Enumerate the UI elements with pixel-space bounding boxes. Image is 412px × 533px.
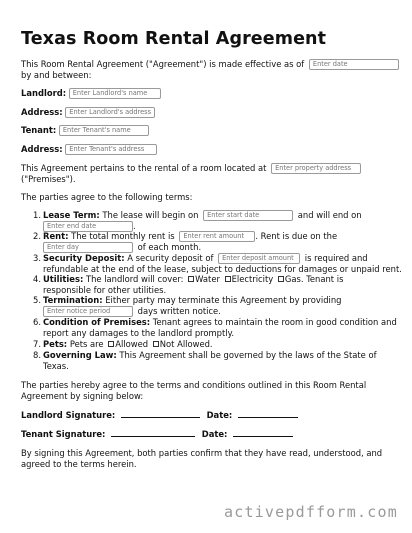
rent-text-2: . Rent is due on the — [255, 231, 338, 241]
tenant-address-field[interactable]: Enter Tenant's address — [65, 144, 157, 155]
term-number: 1. — [33, 210, 41, 220]
rent-item — [43, 231, 337, 242]
landlord-date-label: Date: — [206, 410, 233, 420]
landlord-address-label: Address: — [21, 107, 63, 117]
water-checkbox[interactable] — [188, 276, 194, 282]
condition-text: Tenant agrees to maintain the room in good condition and — [152, 317, 397, 327]
lease-term-text: The lease will begin on — [102, 210, 199, 220]
premises-text: This Agreement pertains to the rental of a room located at — [21, 163, 267, 173]
rent-item-line-2 — [43, 242, 201, 253]
termination-text-2: days written notice. — [137, 306, 221, 316]
landlord-address-field[interactable]: Enter Landlord's address — [65, 107, 155, 118]
document-title: Texas Room Rental Agreement — [21, 29, 327, 49]
tenant-address-label: Address: — [21, 144, 63, 154]
pets-label: Pets: — [43, 339, 68, 349]
closing-line-1: The parties hereby agree to the terms and conditions outlined in this Room Rental — [21, 380, 367, 390]
landlord-signature-row — [21, 410, 298, 421]
tenant-signature-row — [21, 429, 293, 440]
water-option-label: Water — [195, 274, 220, 284]
tenant-label: Tenant: — [21, 125, 57, 135]
term-number: 4. — [33, 274, 41, 284]
electricity-option-label: Electricity — [231, 274, 274, 284]
deposit-label: Security Deposit: — [43, 253, 125, 263]
tenant-row — [21, 125, 149, 136]
landlord-signature-line[interactable] — [121, 410, 200, 418]
landlord-date-line[interactable] — [238, 410, 298, 418]
rent-text: The total monthly rent is — [71, 231, 175, 241]
rent-due-day-field[interactable]: Enter day — [43, 242, 133, 253]
law-item — [43, 350, 377, 361]
term-number: 6. — [33, 317, 41, 327]
utilities-label: Utilities: — [43, 274, 84, 284]
tenant-date-label: Date: — [201, 429, 228, 439]
termination-label: Termination: — [43, 295, 103, 305]
property-address-field[interactable]: Enter property address — [271, 163, 361, 174]
rent-amount-field[interactable]: Enter rent amount — [179, 231, 255, 242]
term-number: 5. — [33, 295, 41, 305]
rent-label: Rent: — [43, 231, 69, 241]
lease-end-date-field[interactable]: Enter end date — [43, 221, 133, 232]
utilities-item — [43, 274, 343, 285]
intro-text: This Room Rental Agreement ("Agreement") is made effective as of — [21, 59, 305, 69]
intro-line-2: by and between: — [21, 70, 92, 80]
tenant-address-row — [21, 144, 157, 155]
tenant-signature-line[interactable] — [111, 429, 195, 437]
premises-line — [21, 163, 361, 174]
term-number: 3. — [33, 253, 41, 263]
condition-item-line-2: report any damages to the landlord promptly. — [43, 328, 235, 338]
tenant-date-line[interactable] — [233, 429, 293, 437]
landlord-name-field[interactable]: Enter Landlord's name — [69, 88, 161, 99]
deposit-item — [43, 253, 368, 264]
lease-term-label: Lease Term: — [43, 210, 100, 220]
lease-term-item — [43, 210, 362, 221]
landlord-address-row — [21, 107, 155, 118]
final-line-1: By signing this Agreement, both parties confirm that they have read, understood, and — [21, 448, 383, 458]
deposit-text: A security deposit of — [127, 253, 214, 263]
pets-allowed-checkbox[interactable] — [108, 341, 114, 347]
lease-term-period: . — [133, 221, 136, 231]
termination-item — [43, 295, 341, 306]
condition-item — [43, 317, 397, 328]
rent-text-3: of each month. — [137, 242, 202, 252]
gas-option-label: Gas. — [284, 274, 304, 284]
deposit-text-2: is required and — [304, 253, 368, 263]
lease-term-text-2: and will end on — [297, 210, 362, 220]
pets-allowed-label: Allowed — [115, 339, 149, 349]
landlord-label: Landlord: — [21, 88, 67, 98]
termination-text: Either party may terminate this Agreement by providing — [105, 295, 342, 305]
utilities-item-line-2: responsible for other utilities. — [43, 285, 167, 295]
effective-date-field[interactable]: Enter date — [309, 59, 399, 70]
term-number: 7. — [33, 339, 41, 349]
tenant-name-field[interactable]: Enter Tenant's name — [59, 125, 149, 136]
law-item-line-2: Texas. — [43, 361, 69, 371]
lease-start-date-field[interactable]: Enter start date — [203, 210, 293, 221]
notice-period-field[interactable]: Enter notice period — [43, 306, 133, 317]
landlord-signature-label: Landlord Signature: — [21, 410, 116, 420]
landlord-row — [21, 88, 161, 99]
law-label: Governing Law: — [43, 350, 117, 360]
utilities-text-2: Tenant is — [306, 274, 344, 284]
termination-item-line-2 — [43, 306, 221, 317]
closing-line-2: Agreement by signing below: — [21, 391, 144, 401]
gas-checkbox[interactable] — [278, 276, 284, 282]
premises-line-2: ("Premises"). — [21, 174, 76, 184]
pets-text: Pets are — [69, 339, 104, 349]
deposit-amount-field[interactable]: Enter deposit amount — [218, 253, 300, 264]
pets-not-allowed-label: Not Allowed. — [159, 339, 213, 349]
utilities-text: The landlord will cover: — [85, 274, 184, 284]
intro-line — [21, 59, 399, 70]
law-text: This Agreement shall be governed by the laws of the State of — [119, 350, 377, 360]
term-number: 8. — [33, 350, 41, 360]
terms-intro: The parties agree to the following terms: — [21, 192, 193, 202]
condition-label: Condition of Premises: — [43, 317, 151, 327]
term-number: 2. — [33, 231, 41, 241]
deposit-item-line-2: refundable at the end of the lease, subject to deductions for damages or unpaid rent. — [43, 264, 402, 274]
pets-item — [43, 339, 213, 350]
final-line-2: agreed to the terms herein. — [21, 459, 137, 469]
electricity-checkbox[interactable] — [225, 276, 231, 282]
pets-not-allowed-checkbox[interactable] — [153, 341, 159, 347]
watermark: activepdfform.com — [224, 503, 398, 521]
tenant-signature-label: Tenant Signature: — [21, 429, 106, 439]
